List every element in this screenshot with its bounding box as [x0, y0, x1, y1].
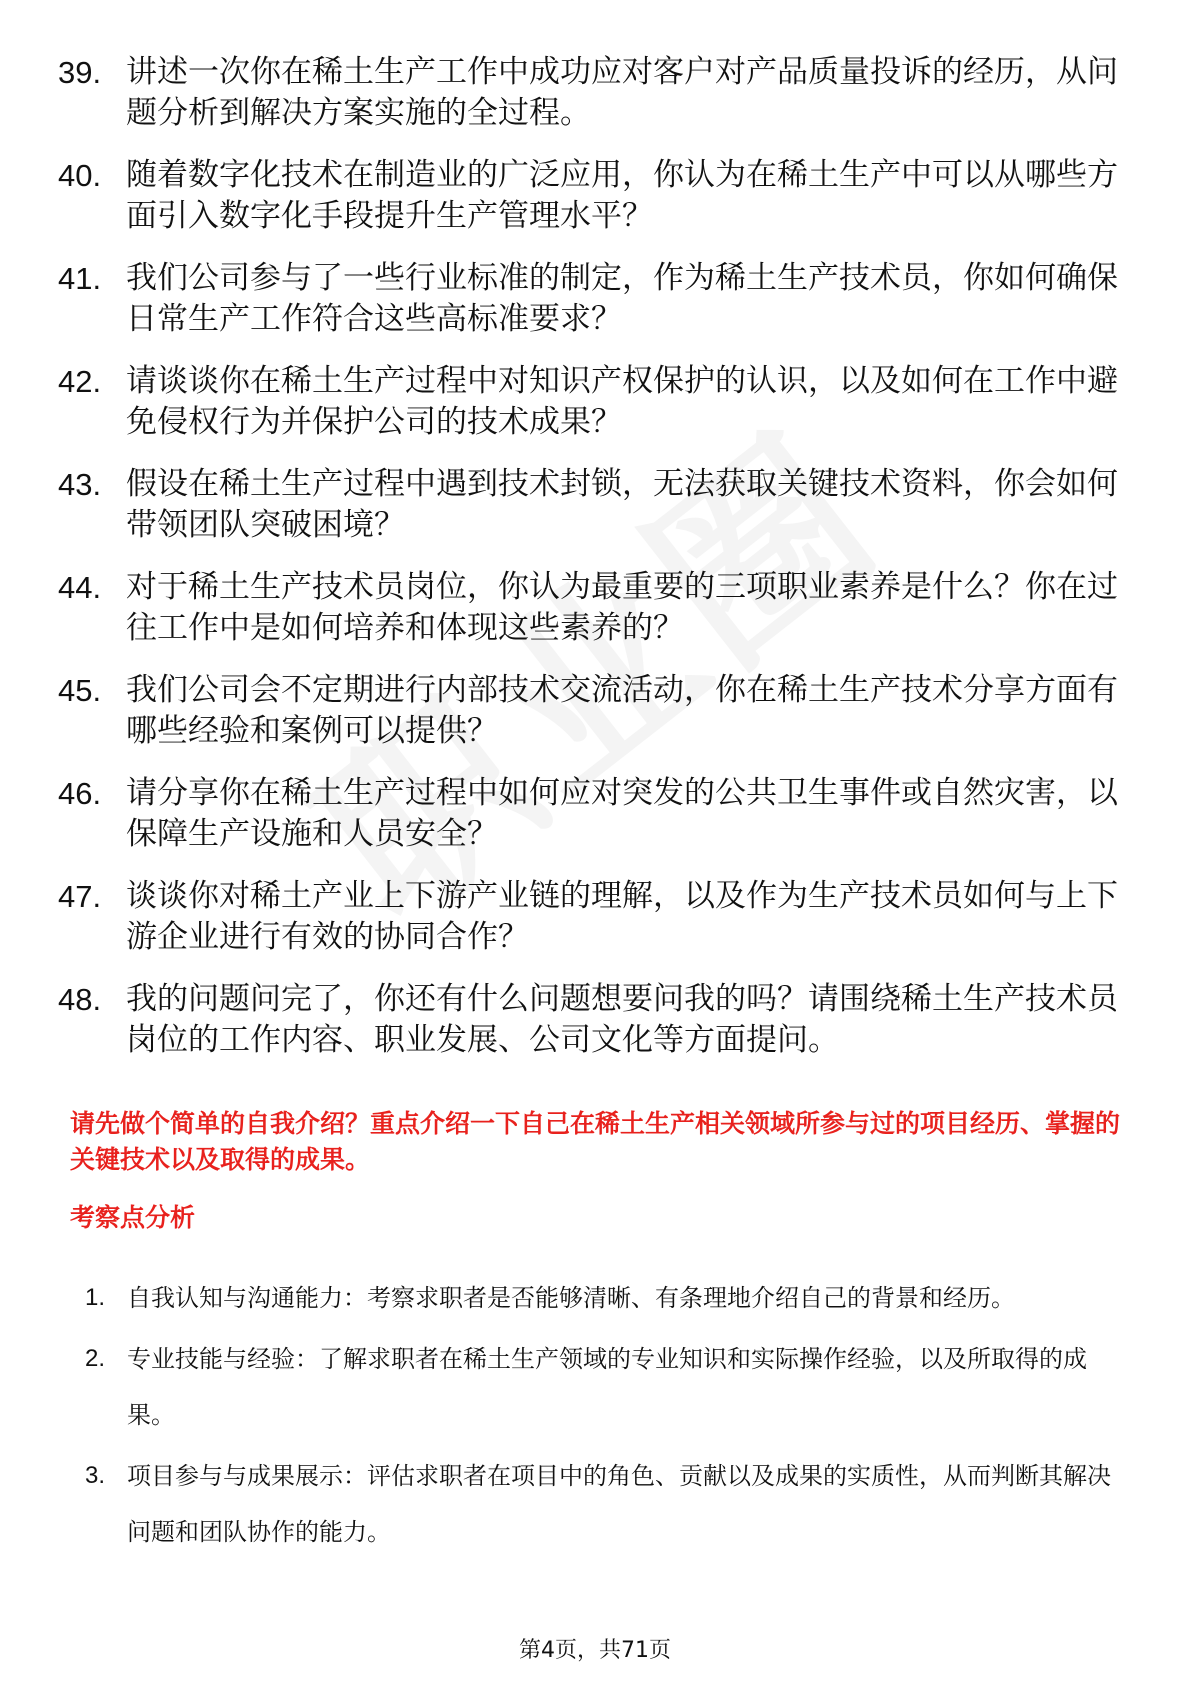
question-text: 请分享你在稀土生产过程中如何应对突发的公共卫生事件或自然灾害，以保障生产设施和人员安全？: [126, 775, 1118, 852]
question-number: 47.: [58, 879, 102, 914]
point-number: 2.: [85, 1345, 106, 1372]
question-text: 随着数字化技术在制造业的广泛应用，你认为在稀土生产中可以从哪些方面引入数字化手段提升生产管理水平？: [126, 157, 1118, 234]
question-number: 39.: [58, 55, 102, 90]
point-text: 项目参与与成果展示：评估求职者在项目中的角色、贡献以及成果的实质性，从而判断其解决问题和团队协作的能力。: [127, 1462, 1111, 1546]
question-number: 41.: [58, 261, 102, 296]
question-text: 我的问题问完了，你还有什么问题想要问我的吗？请围绕稀土生产技术员岗位的工作内容、职业发展、公司文化等方面提问。: [126, 981, 1118, 1058]
question-number: 40.: [58, 158, 102, 193]
question-item: [58, 464, 1118, 546]
question-item: [58, 979, 1118, 1061]
page-footer: 第4页，共71页: [519, 1638, 671, 1663]
intro-question: 请先做个简单的自我介绍？重点介绍一下自己在稀土生产相关领域所参与过的项目经历、掌握的关键技术以及取得的成果。: [70, 1109, 1121, 1174]
question-item: [58, 258, 1118, 340]
question-text: 假设在稀土生产过程中遇到技术封锁，无法获取关键技术资料，你会如何带领团队突破困境？: [126, 466, 1118, 543]
analysis-point: [85, 1331, 1120, 1443]
question-item: [58, 361, 1118, 443]
point-number: 1.: [85, 1284, 106, 1311]
point-text: 自我认知与沟通能力：考察求职者是否能够清晰、有条理地介绍自己的背景和经历。: [127, 1284, 1015, 1312]
question-number: 45.: [58, 673, 102, 708]
analysis-point: [85, 1448, 1120, 1560]
question-item: [58, 567, 1118, 649]
question-text: 请谈谈你在稀土生产过程中对知识产权保护的认识，以及如何在工作中避免侵权行为并保护公司的技术成果？: [126, 363, 1118, 440]
question-number: 48.: [58, 982, 102, 1017]
analysis-points-list: [85, 1270, 1120, 1565]
question-number: 46.: [58, 776, 102, 811]
question-list: [58, 52, 1118, 1082]
question-text: 对于稀土生产技术员岗位，你认为最重要的三项职业素养是什么？你在过往工作中是如何培养和体现这些素养的？: [126, 569, 1118, 646]
question-text: 我们公司会不定期进行内部技术交流活动，你在稀土生产技术分享方面有哪些经验和案例可以提供？: [126, 672, 1118, 749]
section-title: 考察点分析: [70, 1203, 196, 1232]
question-number: 42.: [58, 364, 102, 399]
question-text: 我们公司参与了一些行业标准的制定，作为稀土生产技术员，你如何确保日常生产工作符合这些高标准要求？: [126, 260, 1118, 337]
question-item: [58, 155, 1118, 237]
point-text: 专业技能与经验：了解求职者在稀土生产领域的专业知识和实际操作经验，以及所取得的成果。: [127, 1345, 1087, 1429]
question-text: 讲述一次你在稀土生产工作中成功应对客户对产品质量投诉的经历，从问题分析到解决方案实施的全过程。: [126, 54, 1118, 131]
question-text: 谈谈你对稀土产业上下游产业链的理解，以及作为生产技术员如何与上下游企业进行有效的协同合作？: [126, 878, 1118, 955]
question-item: [58, 876, 1118, 958]
analysis-point: [85, 1270, 1120, 1326]
point-number: 3.: [85, 1462, 106, 1489]
question-item: [58, 52, 1118, 134]
question-item: [58, 773, 1118, 855]
question-item: [58, 670, 1118, 752]
question-number: 43.: [58, 467, 102, 502]
question-number: 44.: [58, 570, 102, 605]
